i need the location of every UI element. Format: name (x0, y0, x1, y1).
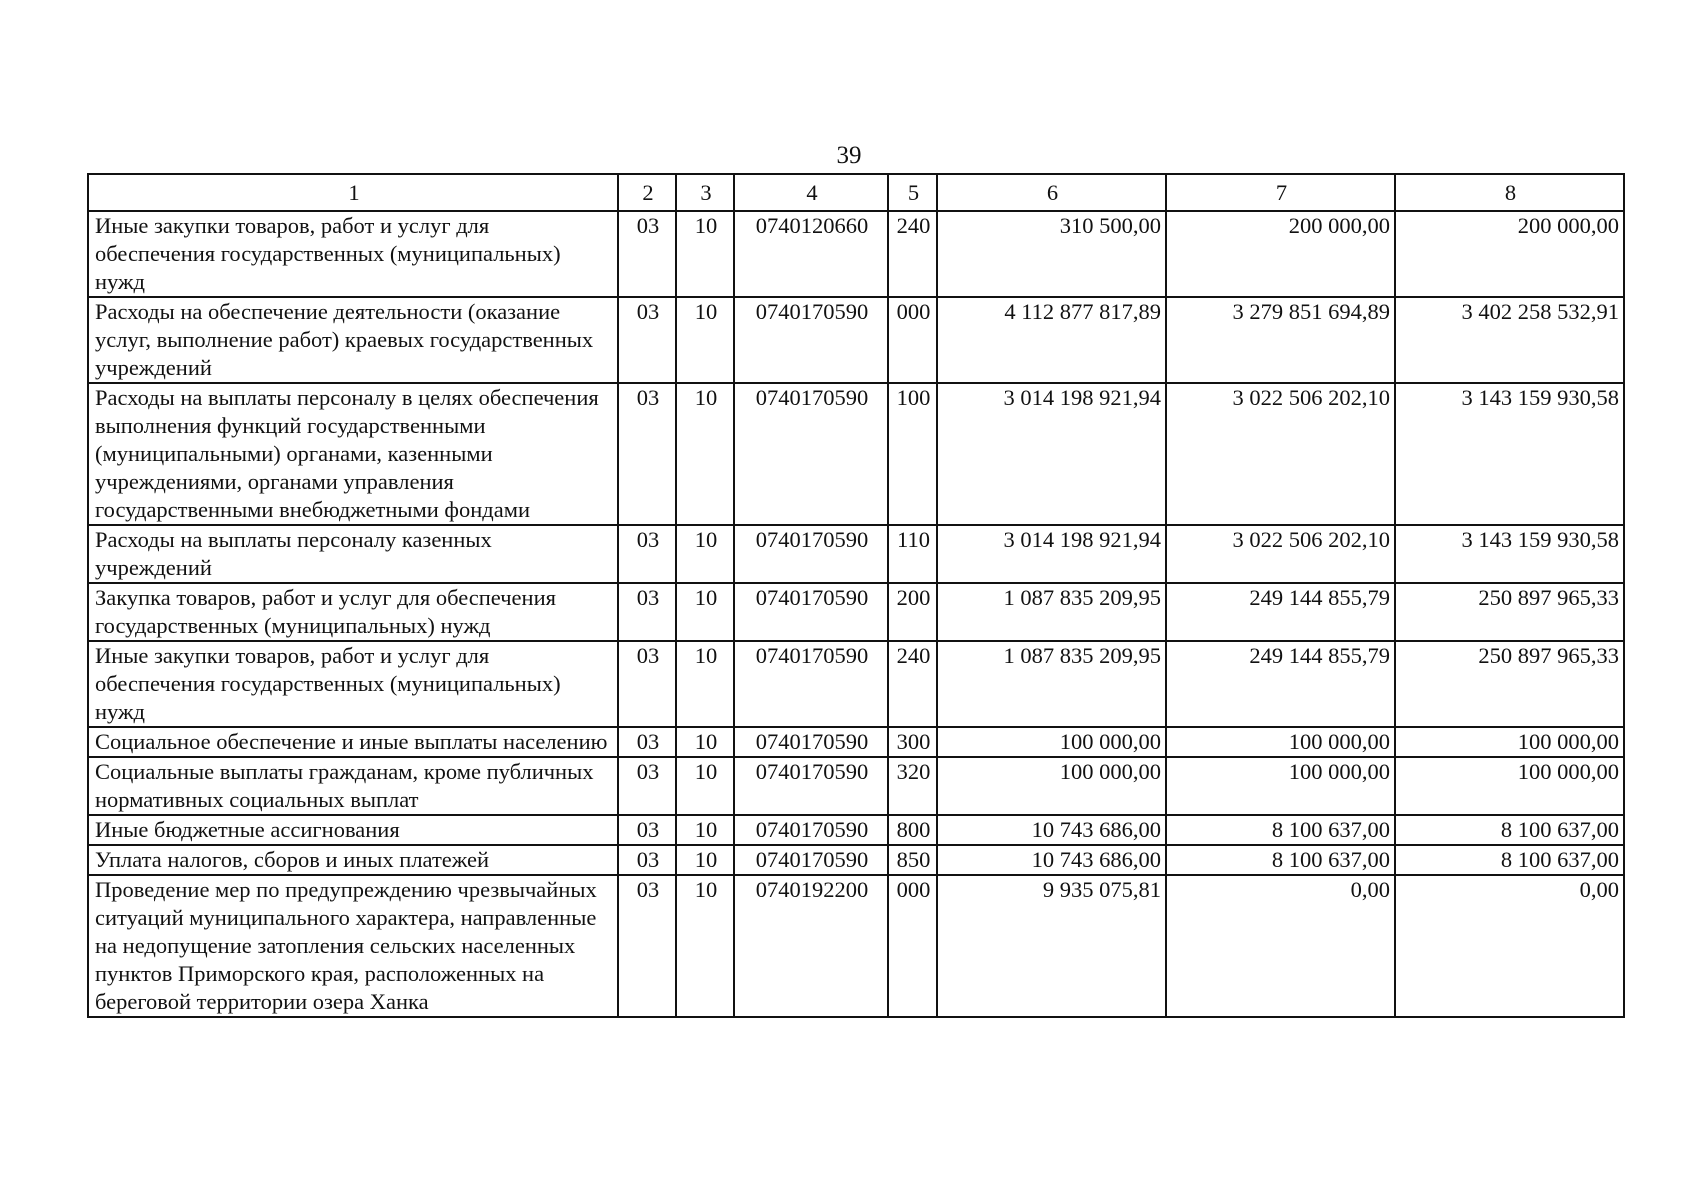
row-value-8: 250 897 965,33 (1395, 583, 1624, 641)
column-header: 2 (618, 174, 676, 211)
row-code-5: 100 (888, 383, 937, 525)
row-value-7: 8 100 637,00 (1166, 845, 1395, 875)
row-value-6: 310 500,00 (937, 211, 1166, 297)
table-row (88, 845, 1624, 875)
row-code-4: 0740170590 (734, 383, 888, 525)
row-code-3: 10 (676, 383, 734, 525)
row-value-6: 9 935 075,81 (937, 875, 1166, 1017)
row-value-6: 10 743 686,00 (937, 815, 1166, 845)
row-value-7: 100 000,00 (1166, 757, 1395, 815)
table-row (88, 383, 1624, 525)
row-value-7: 3 022 506 202,10 (1166, 525, 1395, 583)
row-value-8: 3 143 159 930,58 (1395, 383, 1624, 525)
row-value-7: 249 144 855,79 (1166, 583, 1395, 641)
row-code-2: 03 (618, 525, 676, 583)
row-code-5: 240 (888, 211, 937, 297)
row-code-3: 10 (676, 757, 734, 815)
row-value-7: 0,00 (1166, 875, 1395, 1017)
row-value-8: 3 402 258 532,91 (1395, 297, 1624, 383)
row-name: Уплата налогов, сборов и иных платежей (88, 845, 618, 875)
row-code-3: 10 (676, 525, 734, 583)
row-value-6: 100 000,00 (937, 727, 1166, 757)
row-value-6: 3 014 198 921,94 (937, 525, 1166, 583)
row-value-8: 3 143 159 930,58 (1395, 525, 1624, 583)
row-code-3: 10 (676, 583, 734, 641)
table-row (88, 583, 1624, 641)
row-code-3: 10 (676, 845, 734, 875)
row-value-7: 200 000,00 (1166, 211, 1395, 297)
table-row (88, 757, 1624, 815)
budget-table (87, 173, 1625, 1018)
row-code-5: 850 (888, 845, 937, 875)
table-row (88, 641, 1624, 727)
row-code-2: 03 (618, 845, 676, 875)
table-row (88, 875, 1624, 1017)
row-code-2: 03 (618, 583, 676, 641)
row-name: Социальное обеспечение и иные выплаты населению (88, 727, 618, 757)
row-code-5: 300 (888, 727, 937, 757)
row-value-7: 3 279 851 694,89 (1166, 297, 1395, 383)
row-code-5: 320 (888, 757, 937, 815)
column-header: 5 (888, 174, 937, 211)
row-name: Проведение мер по предупреждению чрезвычайных ситуаций муниципального характера, направленные на недопущение затопления сельских населенных пунктов Приморского края, расположенных на береговой территории озера Ханка (88, 875, 618, 1017)
table-row (88, 525, 1624, 583)
row-code-4: 0740170590 (734, 525, 888, 583)
row-name: Расходы на выплаты персоналу казенных учреждений (88, 525, 618, 583)
row-value-7: 8 100 637,00 (1166, 815, 1395, 845)
row-name: Расходы на выплаты персоналу в целях обеспечения выполнения функций государственными (муниципальными) органами, казенными учреждениями, органами управления государственными внебюджетными фондами (88, 383, 618, 525)
row-code-2: 03 (618, 211, 676, 297)
column-header: 7 (1166, 174, 1395, 211)
row-code-4: 0740170590 (734, 583, 888, 641)
page-number: 39 (836, 142, 862, 169)
row-code-4: 0740170590 (734, 727, 888, 757)
row-code-3: 10 (676, 875, 734, 1017)
row-value-7: 3 022 506 202,10 (1166, 383, 1395, 525)
column-header: 8 (1395, 174, 1624, 211)
row-value-7: 100 000,00 (1166, 727, 1395, 757)
row-value-6: 10 743 686,00 (937, 845, 1166, 875)
row-code-2: 03 (618, 383, 676, 525)
row-value-8: 200 000,00 (1395, 211, 1624, 297)
row-code-4: 0740170590 (734, 641, 888, 727)
row-value-8: 8 100 637,00 (1395, 815, 1624, 845)
row-value-6: 4 112 877 817,89 (937, 297, 1166, 383)
row-value-7: 249 144 855,79 (1166, 641, 1395, 727)
row-value-6: 1 087 835 209,95 (937, 641, 1166, 727)
column-header: 1 (88, 174, 618, 211)
row-code-5: 000 (888, 875, 937, 1017)
row-code-2: 03 (618, 727, 676, 757)
row-code-4: 0740170590 (734, 757, 888, 815)
row-value-6: 1 087 835 209,95 (937, 583, 1166, 641)
row-code-3: 10 (676, 211, 734, 297)
row-code-2: 03 (618, 875, 676, 1017)
column-header: 6 (937, 174, 1166, 211)
row-code-4: 0740170590 (734, 297, 888, 383)
row-code-4: 0740120660 (734, 211, 888, 297)
row-code-5: 200 (888, 583, 937, 641)
row-value-6: 3 014 198 921,94 (937, 383, 1166, 525)
row-value-8: 0,00 (1395, 875, 1624, 1017)
row-code-5: 240 (888, 641, 937, 727)
row-code-5: 110 (888, 525, 937, 583)
row-code-4: 0740192200 (734, 875, 888, 1017)
column-header: 3 (676, 174, 734, 211)
row-code-3: 10 (676, 815, 734, 845)
row-code-5: 800 (888, 815, 937, 845)
table-row (88, 211, 1624, 297)
row-value-8: 100 000,00 (1395, 757, 1624, 815)
row-name: Расходы на обеспечение деятельности (оказание услуг, выполнение работ) краевых государственных учреждений (88, 297, 618, 383)
row-name: Иные закупки товаров, работ и услуг для обеспечения государственных (муниципальных) нужд (88, 641, 618, 727)
row-code-5: 000 (888, 297, 937, 383)
column-header: 4 (734, 174, 888, 211)
row-code-2: 03 (618, 641, 676, 727)
table-row (88, 297, 1624, 383)
row-value-8: 250 897 965,33 (1395, 641, 1624, 727)
row-code-4: 0740170590 (734, 815, 888, 845)
table-row (88, 727, 1624, 757)
row-value-8: 100 000,00 (1395, 727, 1624, 757)
row-name: Иные бюджетные ассигнования (88, 815, 618, 845)
row-name: Социальные выплаты гражданам, кроме публичных нормативных социальных выплат (88, 757, 618, 815)
row-code-2: 03 (618, 815, 676, 845)
row-name: Закупка товаров, работ и услуг для обеспечения государственных (муниципальных) нужд (88, 583, 618, 641)
row-name: Иные закупки товаров, работ и услуг для обеспечения государственных (муниципальных) нужд (88, 211, 618, 297)
header-row (88, 174, 1624, 211)
row-code-2: 03 (618, 757, 676, 815)
row-code-2: 03 (618, 297, 676, 383)
row-value-6: 100 000,00 (937, 757, 1166, 815)
row-code-3: 10 (676, 727, 734, 757)
table-row (88, 815, 1624, 845)
row-code-4: 0740170590 (734, 845, 888, 875)
row-code-3: 10 (676, 641, 734, 727)
row-code-3: 10 (676, 297, 734, 383)
row-value-8: 8 100 637,00 (1395, 845, 1624, 875)
